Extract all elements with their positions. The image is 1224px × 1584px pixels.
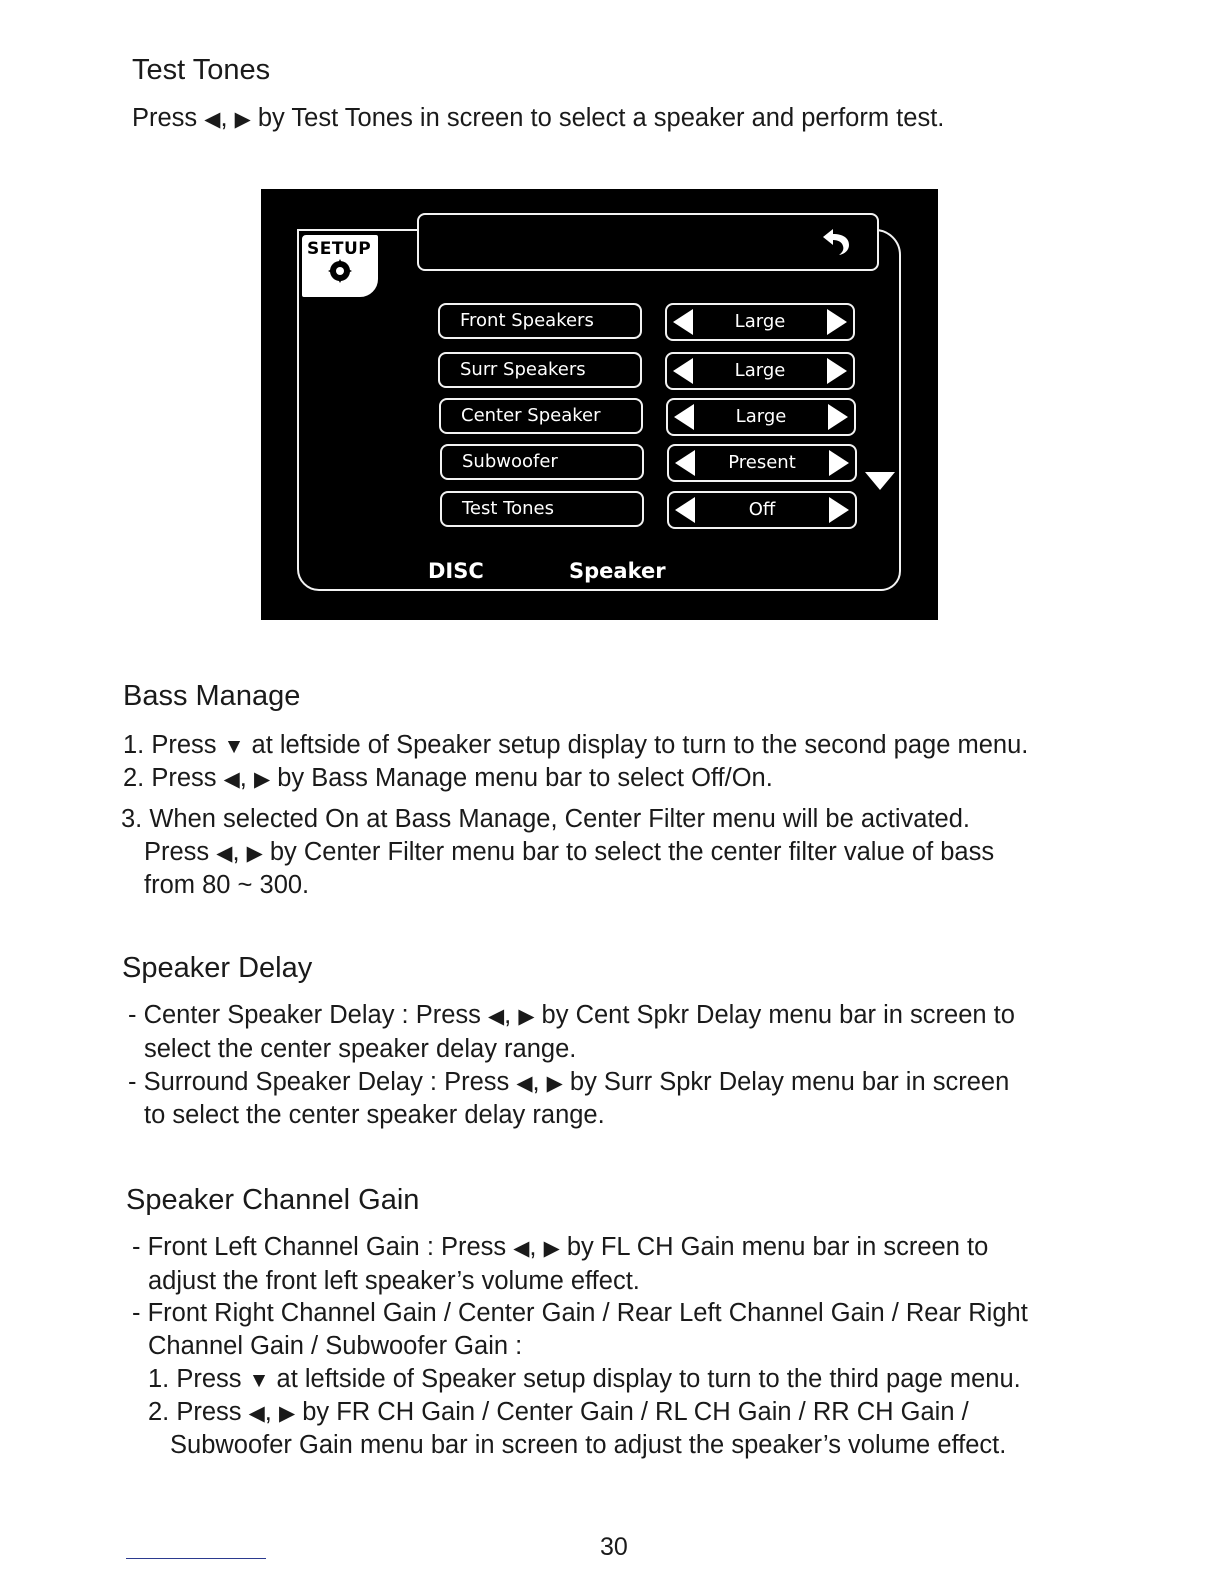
right-arrow-icon: ▶ — [543, 1237, 560, 1260]
bass-step-2: 2. Press ◀, ▶ by Bass Manage menu bar to select Off/On. — [123, 764, 773, 792]
left-arrow-icon: ◀ — [248, 1402, 265, 1425]
other-gain-line: - Front Right Channel Gain / Center Gain / Rear Left Channel Gain / Rear Right — [132, 1299, 1028, 1327]
bass-step-3-range: from 80 ~ 300. — [144, 871, 310, 899]
fl-gain-line: - Front Left Channel Gain : Press ◀, ▶ by FL CH Gain menu bar in screen to — [132, 1233, 989, 1261]
bass-manage-heading: Bass Manage — [123, 680, 301, 712]
right-arrow-icon: ▶ — [253, 768, 271, 791]
left-arrow-icon[interactable] — [675, 450, 695, 476]
left-arrow-icon[interactable] — [674, 404, 694, 430]
gain-step-2-detail: Subwoofer Gain menu bar in screen to adjust the speaker’s volume effect. — [170, 1431, 1007, 1459]
bass-step-3: 3. When selected On at Bass Manage, Center Filter menu will be activated. — [121, 805, 970, 833]
center-speaker-button[interactable]: Center Speaker — [439, 398, 643, 434]
other-gain-line-2: Channel Gain / Subwoofer Gain : — [148, 1332, 523, 1360]
right-arrow-icon[interactable] — [828, 404, 848, 430]
left-arrow-icon: ◀ — [204, 108, 221, 131]
setup-label: SETUP — [307, 239, 372, 259]
gain-step-1: 1. Press ▼ at leftside of Speaker setup display to turn to the third page menu. — [148, 1365, 1021, 1393]
speaker-setup-screen — [261, 189, 938, 620]
subwoofer-value[interactable]: Present — [667, 444, 857, 482]
left-arrow-icon: ◀ — [487, 1005, 505, 1028]
left-arrow-icon[interactable] — [673, 309, 693, 335]
bass-step-1: 1. Press ▼ at leftside of Speaker setup display to turn to the second page menu. — [123, 731, 1029, 759]
left-arrow-icon: ◀ — [513, 1237, 530, 1260]
test-tones-instruction: Press ◀, ▶ by Test Tones in screen to select a speaker and perform test. — [132, 104, 945, 132]
left-arrow-icon: ◀ — [216, 842, 233, 865]
speaker-tab[interactable]: Speaker — [569, 559, 666, 583]
test-tones-heading: Test Tones — [132, 54, 271, 86]
down-arrow-icon: ▼ — [248, 1369, 270, 1392]
test-tones-value[interactable]: Off — [667, 491, 857, 529]
test-tones-button[interactable]: Test Tones — [440, 491, 644, 527]
surr-speakers-button[interactable]: Surr Speakers — [438, 352, 642, 388]
left-arrow-icon: ◀ — [223, 768, 240, 791]
gain-step-2: 2. Press ◀, ▶ by FR CH Gain / Center Gain / RL CH Gain / RR CH Gain / — [148, 1398, 969, 1426]
setup-button[interactable] — [300, 233, 380, 299]
title-bar — [417, 213, 879, 271]
center-delay-line: - Center Speaker Delay : Press ◀, ▶ by Cent Spkr Delay menu bar in screen to — [128, 1001, 1015, 1029]
disc-tab[interactable]: DISC — [428, 559, 484, 583]
left-arrow-icon[interactable] — [675, 497, 695, 523]
right-arrow-icon[interactable] — [827, 358, 847, 384]
left-arrow-icon[interactable] — [673, 358, 693, 384]
setup-gear-icon — [328, 259, 352, 283]
right-arrow-icon[interactable] — [827, 309, 847, 335]
right-arrow-icon[interactable] — [829, 450, 849, 476]
back-arrow-icon[interactable] — [819, 227, 855, 257]
bass-step-3-detail: Press ◀, ▶ by Center Filter menu bar to select the center filter value of bass — [144, 838, 995, 866]
center-delay-line-2: select the center speaker delay range. — [144, 1035, 577, 1063]
surround-delay-line: - Surround Speaker Delay : Press ◀, ▶ by Surr Spkr Delay menu bar in screen — [128, 1068, 1010, 1096]
surr-speakers-value[interactable]: Large — [665, 352, 855, 390]
right-arrow-icon: ▶ — [278, 1402, 296, 1425]
subwoofer-button[interactable]: Subwoofer — [440, 444, 644, 480]
right-arrow-icon: ▶ — [234, 108, 251, 131]
footer-rule — [126, 1558, 266, 1559]
right-arrow-icon: ▶ — [518, 1005, 535, 1028]
center-speaker-value[interactable]: Large — [666, 398, 856, 436]
front-speakers-button[interactable]: Front Speakers — [438, 303, 642, 339]
right-arrow-icon: ▶ — [246, 842, 263, 865]
left-arrow-icon: ◀ — [516, 1072, 533, 1095]
fl-gain-line-2: adjust the front left speaker’s volume effect. — [148, 1267, 640, 1295]
surround-delay-line-2: to select the center speaker delay range. — [144, 1101, 605, 1129]
right-arrow-icon: ▶ — [546, 1072, 563, 1095]
page-down-icon[interactable] — [865, 472, 895, 490]
front-speakers-value[interactable]: Large — [665, 303, 855, 341]
channel-gain-heading: Speaker Channel Gain — [126, 1184, 420, 1216]
down-arrow-icon: ▼ — [223, 735, 245, 758]
page-number: 30 — [600, 1533, 628, 1561]
right-arrow-icon[interactable] — [829, 497, 849, 523]
speaker-delay-heading: Speaker Delay — [122, 952, 313, 984]
